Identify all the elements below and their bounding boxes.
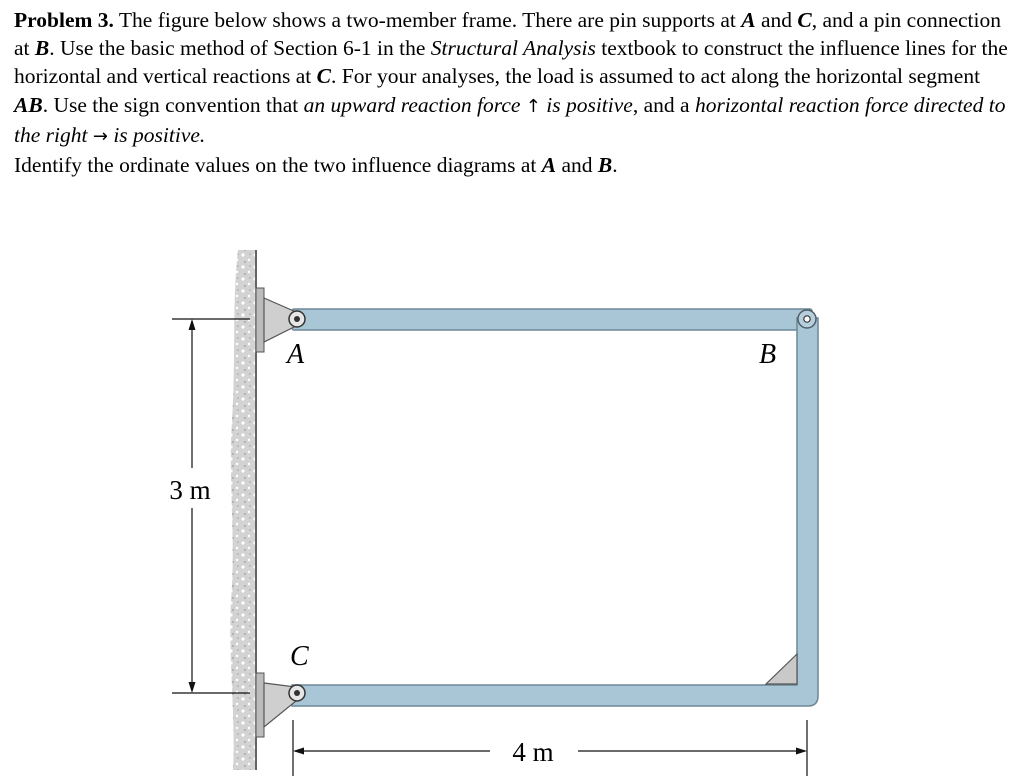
text: . Use the sign convention that <box>42 92 304 117</box>
point-a: A <box>741 8 756 32</box>
width-label: 4 m <box>512 737 554 767</box>
text: Identify the ordinate values on the two influence diagrams at <box>14 153 542 178</box>
point-c: C <box>797 8 812 32</box>
convention-text: is positive. <box>107 122 206 147</box>
text: , and a <box>632 92 695 117</box>
text: The figure below shows a two-member frame. There are pin supports at <box>118 8 742 32</box>
text: textbook to construct the influence lines for the horizontal and vertical reactions at <box>14 36 1008 89</box>
text: . For your analyses, the load is assumed to act along the horizontal segment <box>331 64 981 89</box>
point-c: C <box>316 64 332 89</box>
convention-text: horizontal reaction force directed to the right <box>14 92 1006 147</box>
text: . <box>612 153 618 178</box>
point-b: B <box>597 153 613 178</box>
segment-ab: AB <box>14 92 43 117</box>
corner-gusset <box>766 654 797 684</box>
point-a: A <box>541 153 557 178</box>
text: . Use the basic method of Section 6-1 in the <box>49 36 431 61</box>
member-bc <box>292 318 818 706</box>
convention-text: an upward reaction force <box>303 92 521 117</box>
height-label: 3 m <box>169 475 211 505</box>
point-b: B <box>34 36 50 61</box>
wall <box>230 250 256 770</box>
right-arrow-icon: → <box>92 125 108 147</box>
text: and <box>755 8 798 32</box>
label-c: C <box>290 641 309 672</box>
label-a: A <box>287 339 305 370</box>
convention-text: is positive <box>540 92 633 117</box>
up-arrow-icon: ↑ <box>525 95 541 117</box>
pin-b <box>798 310 816 328</box>
width-dimension <box>293 720 807 776</box>
text: , and a pin connection at <box>14 8 1001 61</box>
problem-heading: Problem 3. <box>14 8 114 32</box>
text: and <box>556 153 598 178</box>
member-ab <box>292 309 812 330</box>
textbook-title: Structural Analysis <box>430 36 596 61</box>
label-b: B <box>759 339 777 370</box>
